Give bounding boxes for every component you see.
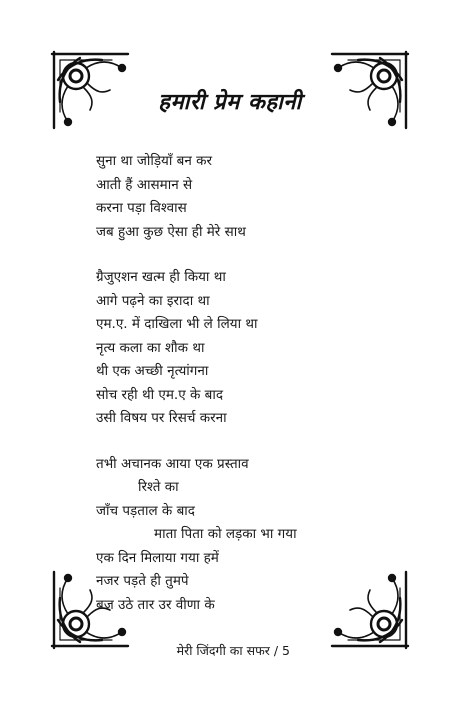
stanza-2 (96, 266, 366, 431)
footer-separator: / (273, 643, 279, 658)
book-title: मेरी जिंदगी का सफर (176, 643, 270, 658)
poem-line: ग्रैजुएशन खत्म ही किया था (96, 269, 226, 285)
poem-line: सोच रही थी एम.ए के बाद (96, 386, 223, 403)
poem-line: आगे पढ़ने का इरादा था (96, 292, 210, 309)
page-number: 5 (282, 643, 290, 658)
poem-line: थी एक अच्छी नृत्यांगना (96, 363, 209, 379)
poem-title: हमारी प्रेम कहानी (158, 90, 302, 115)
stanza-3 (96, 453, 366, 618)
poem-line: नृत्य कला का शौक था (96, 339, 205, 356)
poem-body (96, 150, 366, 639)
poem-line: बज उठे तार उर वीणा के (96, 596, 215, 613)
stanza-1 (96, 150, 366, 244)
poem-line: सुना था जोड़ियाँ बन कर (96, 153, 213, 169)
poem-line: तभी अचानक आया एक प्रस्ताव (96, 455, 249, 472)
poem-line: आती हैं आसमान से (96, 176, 193, 193)
poem-line: रिश्ते का (138, 479, 179, 495)
poem-line: उसी विषय पर रिसर्च करना (96, 410, 227, 426)
poem-line: माता पिता को लड़का भा गया (154, 526, 297, 542)
poem-line: करना पड़ा विश्वास (96, 200, 187, 216)
poem-line: जाँच पड़ताल के बाद (96, 502, 195, 519)
page-footer (177, 642, 290, 659)
poem-line: एम.ए. में दाखिला भी ले लिया था (96, 316, 258, 332)
poem-line: नजर पड़ते ही तुमपे (96, 573, 189, 589)
poem-line: एक दिन मिलाया गया हमें (96, 549, 219, 566)
poem-line: जब हुआ कुछ ऐसा ही मेरे साथ (96, 223, 246, 240)
